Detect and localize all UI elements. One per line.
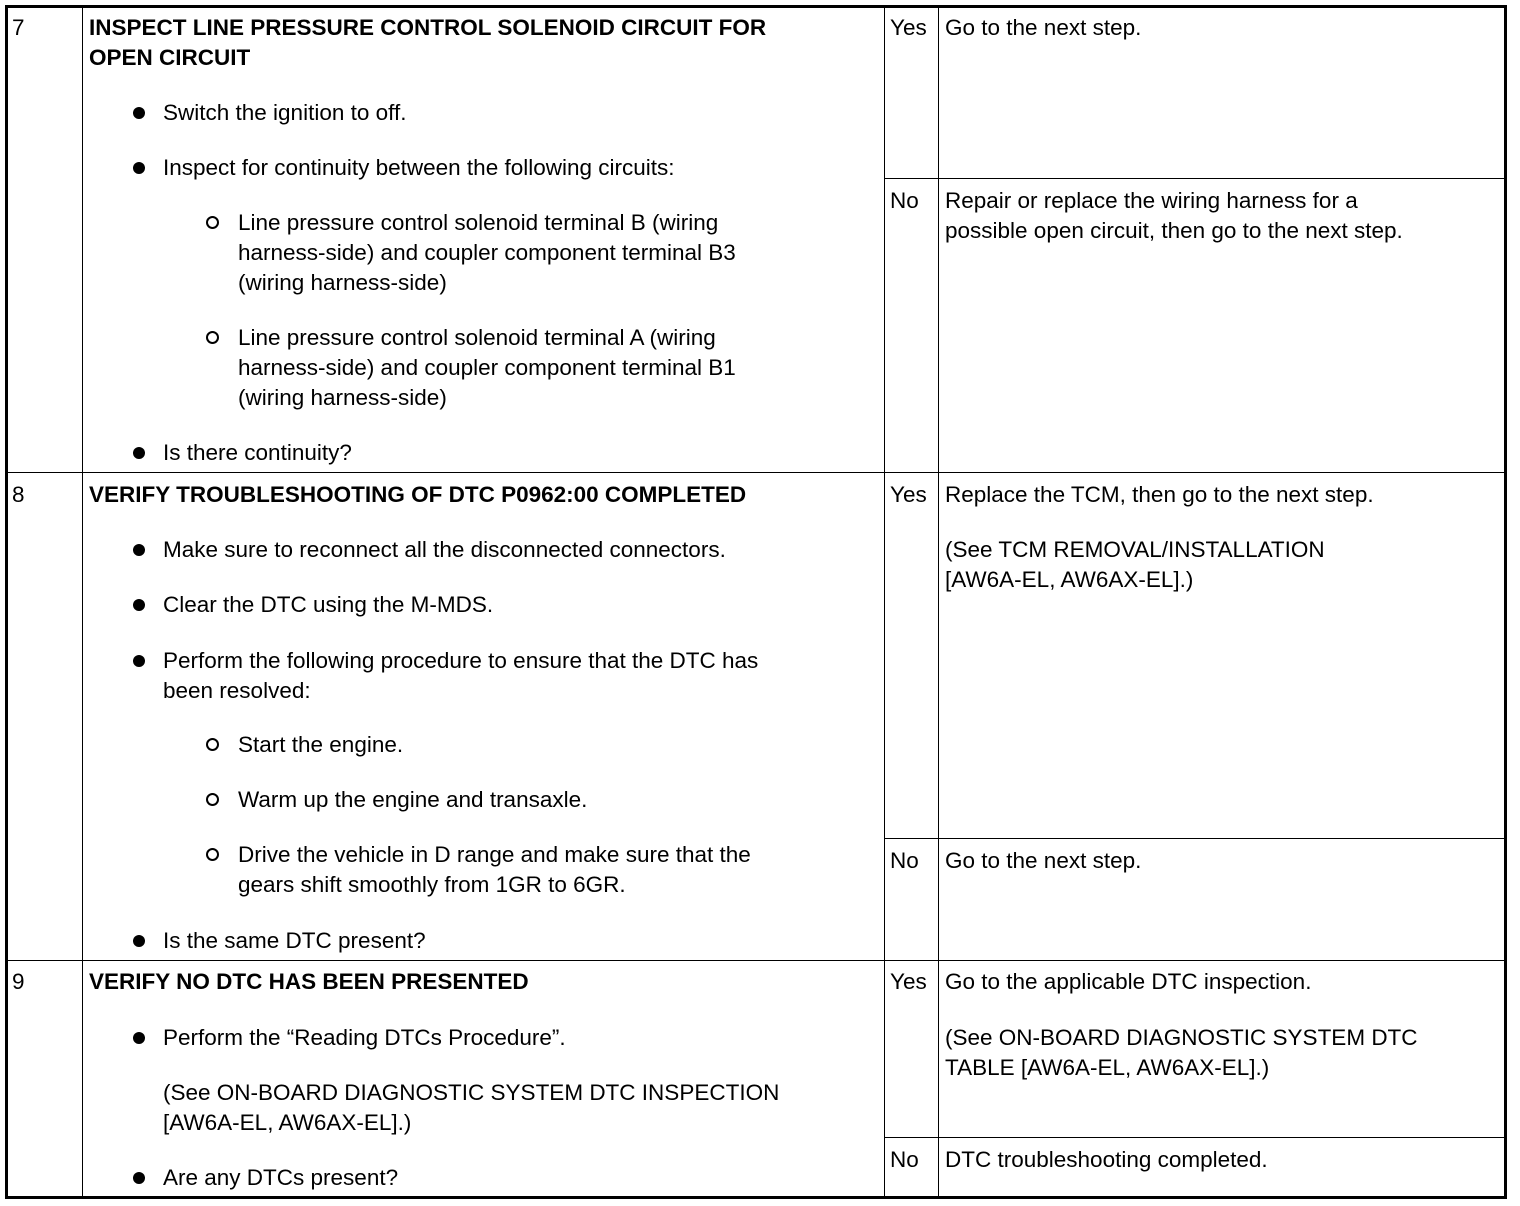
no-action: Go to the next step.	[945, 848, 1142, 873]
column-divider	[938, 7, 939, 1197]
yes-no-divider	[884, 1137, 1505, 1138]
step-number: 8	[12, 482, 25, 507]
yes-label: Yes	[890, 969, 927, 994]
yes-no-divider	[884, 838, 1505, 839]
yes-no-divider	[884, 178, 1505, 179]
yes-label: Yes	[890, 15, 927, 40]
no-label: No	[890, 848, 919, 873]
bullet-icon	[133, 447, 145, 459]
step-item: Clear the DTC using the M-MDS.	[163, 592, 494, 617]
step-reference: [AW6A-EL, AW6AX-EL].)	[163, 1110, 412, 1135]
step-question: Is the same DTC present?	[163, 928, 426, 953]
yes-label: Yes	[890, 482, 927, 507]
step-item: Switch the ignition to off.	[163, 100, 407, 125]
yes-action: Replace the TCM, then go to the next step.	[945, 482, 1374, 507]
step-number: 7	[12, 15, 25, 40]
step-number: 9	[12, 969, 25, 994]
sub-item: harness-side) and coupler component terminal B3	[238, 240, 736, 265]
no-action: Repair or replace the wiring harness for a	[945, 188, 1358, 213]
step-question: Is there continuity?	[163, 440, 352, 465]
bullet-icon	[133, 162, 145, 174]
column-divider	[884, 7, 885, 1197]
bullet-icon	[133, 1032, 145, 1044]
sub-item: gears shift smoothly from 1GR to 6GR.	[238, 872, 626, 897]
yes-action: Go to the applicable DTC inspection.	[945, 969, 1312, 994]
sub-item: Line pressure control solenoid terminal A (wiring	[238, 325, 716, 350]
sub-bullet-icon	[206, 793, 219, 806]
bullet-icon	[133, 655, 145, 667]
sub-item: Start the engine.	[238, 732, 404, 757]
no-label: No	[890, 188, 919, 213]
step-title: OPEN CIRCUIT	[89, 45, 251, 70]
bullet-icon	[133, 544, 145, 556]
yes-reference: [AW6A-EL, AW6AX-EL].)	[945, 567, 1194, 592]
bullet-icon	[133, 935, 145, 947]
sub-item: (wiring harness-side)	[238, 270, 447, 295]
sub-item: Drive the vehicle in D range and make sure that the	[238, 842, 751, 867]
no-action: possible open circuit, then go to the next step.	[945, 218, 1403, 243]
column-divider	[82, 7, 83, 1197]
sub-item: harness-side) and coupler component terminal B1	[238, 355, 736, 380]
sub-bullet-icon	[206, 216, 219, 229]
step-item: Inspect for continuity between the following circuits:	[163, 155, 675, 180]
step-title: INSPECT LINE PRESSURE CONTROL SOLENOID CIRCUIT FOR	[89, 15, 767, 40]
yes-reference: TABLE [AW6A-EL, AW6AX-EL].)	[945, 1055, 1270, 1080]
row-divider	[7, 960, 1505, 961]
step-question: Are any DTCs present?	[163, 1165, 399, 1190]
no-action: DTC troubleshooting completed.	[945, 1147, 1268, 1172]
no-label: No	[890, 1147, 919, 1172]
yes-action: Go to the next step.	[945, 15, 1142, 40]
yes-reference: (See TCM REMOVAL/INSTALLATION	[945, 537, 1325, 562]
sub-item: (wiring harness-side)	[238, 385, 447, 410]
step-item: Perform the “Reading DTCs Procedure”.	[163, 1025, 566, 1050]
bullet-icon	[133, 1172, 145, 1184]
step-item: Make sure to reconnect all the disconnected connectors.	[163, 537, 726, 562]
step-item: Perform the following procedure to ensure that the DTC has	[163, 648, 759, 673]
sub-bullet-icon	[206, 848, 219, 861]
step-title: VERIFY TROUBLESHOOTING OF DTC P0962:00 COMPLETED	[89, 482, 747, 507]
row-divider	[7, 472, 1505, 473]
bullet-icon	[133, 107, 145, 119]
sub-bullet-icon	[206, 738, 219, 751]
sub-item: Line pressure control solenoid terminal B (wiring	[238, 210, 719, 235]
step-item: been resolved:	[163, 678, 311, 703]
sub-bullet-icon	[206, 331, 219, 344]
sub-item: Warm up the engine and transaxle.	[238, 787, 588, 812]
yes-reference: (See ON-BOARD DIAGNOSTIC SYSTEM DTC	[945, 1025, 1418, 1050]
bullet-icon	[133, 599, 145, 611]
step-title: VERIFY NO DTC HAS BEEN PRESENTED	[89, 969, 529, 994]
step-reference: (See ON-BOARD DIAGNOSTIC SYSTEM DTC INSPECTION	[163, 1080, 780, 1105]
